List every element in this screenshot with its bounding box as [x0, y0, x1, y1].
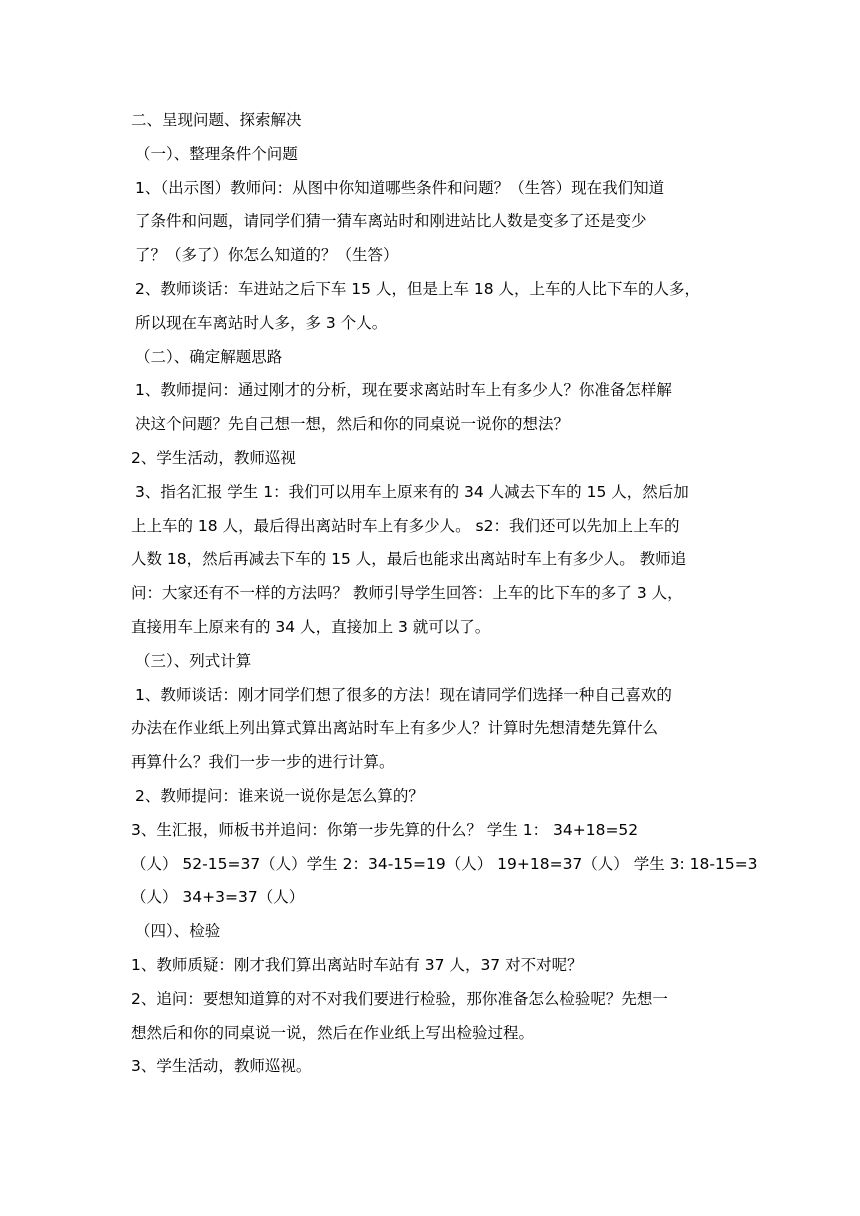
paragraph-line: 1、教师谈话：刚才同学们想了很多的方法！现在请同学们选择一种自己喜欢的	[135, 685, 672, 704]
subsection-heading: （一）、整理条件个问题	[135, 144, 298, 163]
paragraph-line: （人） 34+3=37（人）	[131, 888, 305, 907]
section-heading: 二、呈现问题、探索解决	[131, 111, 302, 129]
paragraph-line: 了？（多了）你怎么知道的？（生答）	[135, 246, 399, 265]
paragraph-line: 3、指名汇报 学生 1：我们可以用车上原来有的 34 人减去下车的 15 人，然后加	[135, 482, 689, 501]
paragraph-line: 2、学生活动，教师巡视	[131, 448, 296, 467]
paragraph-line: （人） 52-15=37（人）学生 2：34-15=19（人） 19+18=37（人） 学生 3: 18-15=3	[131, 854, 758, 873]
paragraph-line: 3、生汇报，师板书并追问：你第一步先算的什么？ 学生 1： 34+18=52	[131, 820, 639, 839]
paragraph-line: 办法在作业纸上列出算式算出离站时车上有多少人？计算时先想清楚先算什么	[131, 719, 659, 738]
paragraph-line: 问：大家还有不一样的方法吗？ 教师引导学生回答：上车的比下车的多了 3 人，	[131, 584, 683, 603]
paragraph-line: 1、（出示图）教师问：从图中你知道哪些条件和问题？（生答）现在我们知道	[135, 178, 665, 197]
paragraph-line: 1、教师提问：通过刚才的分析，现在要求离站时车上有多少人？你准备怎样解	[135, 381, 672, 400]
paragraph-line: 2、教师谈话：车进站之后下车 15 人，但是上车 18 人，上车的人比下车的人多，	[135, 279, 701, 298]
paragraph-line: 直接用车上原来有的 34 人，直接加上 3 就可以了。	[131, 617, 491, 636]
paragraph-line: 3、学生活动，教师巡视。	[131, 1057, 312, 1076]
paragraph-line: 上上车的 18 人，最后得出离站时车上有多少人。 s2：我们还可以先加上上车的	[131, 516, 680, 535]
subsection-heading: （三）、列式计算	[135, 651, 252, 670]
paragraph-line: 所以现在车离站时人多，多 3 个人。	[135, 313, 388, 332]
subsection-heading: （二）、确定解题思路	[135, 347, 283, 366]
subsection-heading: （四）、检验	[135, 922, 221, 941]
paragraph-line: 决这个问题？先自己想一想，然后和你的同桌说一说你的想法？	[135, 415, 570, 434]
paragraph-line: 人数 18，然后再减去下车的 15 人，最后也能求出离站时车上有多少人。 教师追	[131, 550, 687, 569]
document-body	[131, 107, 758, 1081]
paragraph-line: 1、教师质疑：刚才我们算出离站时车站有 37 人，37 对不对呢？	[131, 955, 583, 974]
paragraph-line: 想然后和你的同桌说一说，然后在作业纸上写出检验过程。	[131, 1023, 535, 1042]
paragraph-line: 2、教师提问：谁来说一说你是怎么算的？	[135, 786, 424, 805]
paragraph-line: 2、追问：要想知道算的对不对我们要进行检验，那你准备怎么检验呢？先想一	[131, 989, 668, 1008]
paragraph-line: 再算什么？我们一步一步的进行计算。	[131, 753, 395, 772]
paragraph-line: 了条件和问题，请同学们猜一猜车离站时和刚进站比人数是变多了还是变少	[135, 212, 647, 231]
